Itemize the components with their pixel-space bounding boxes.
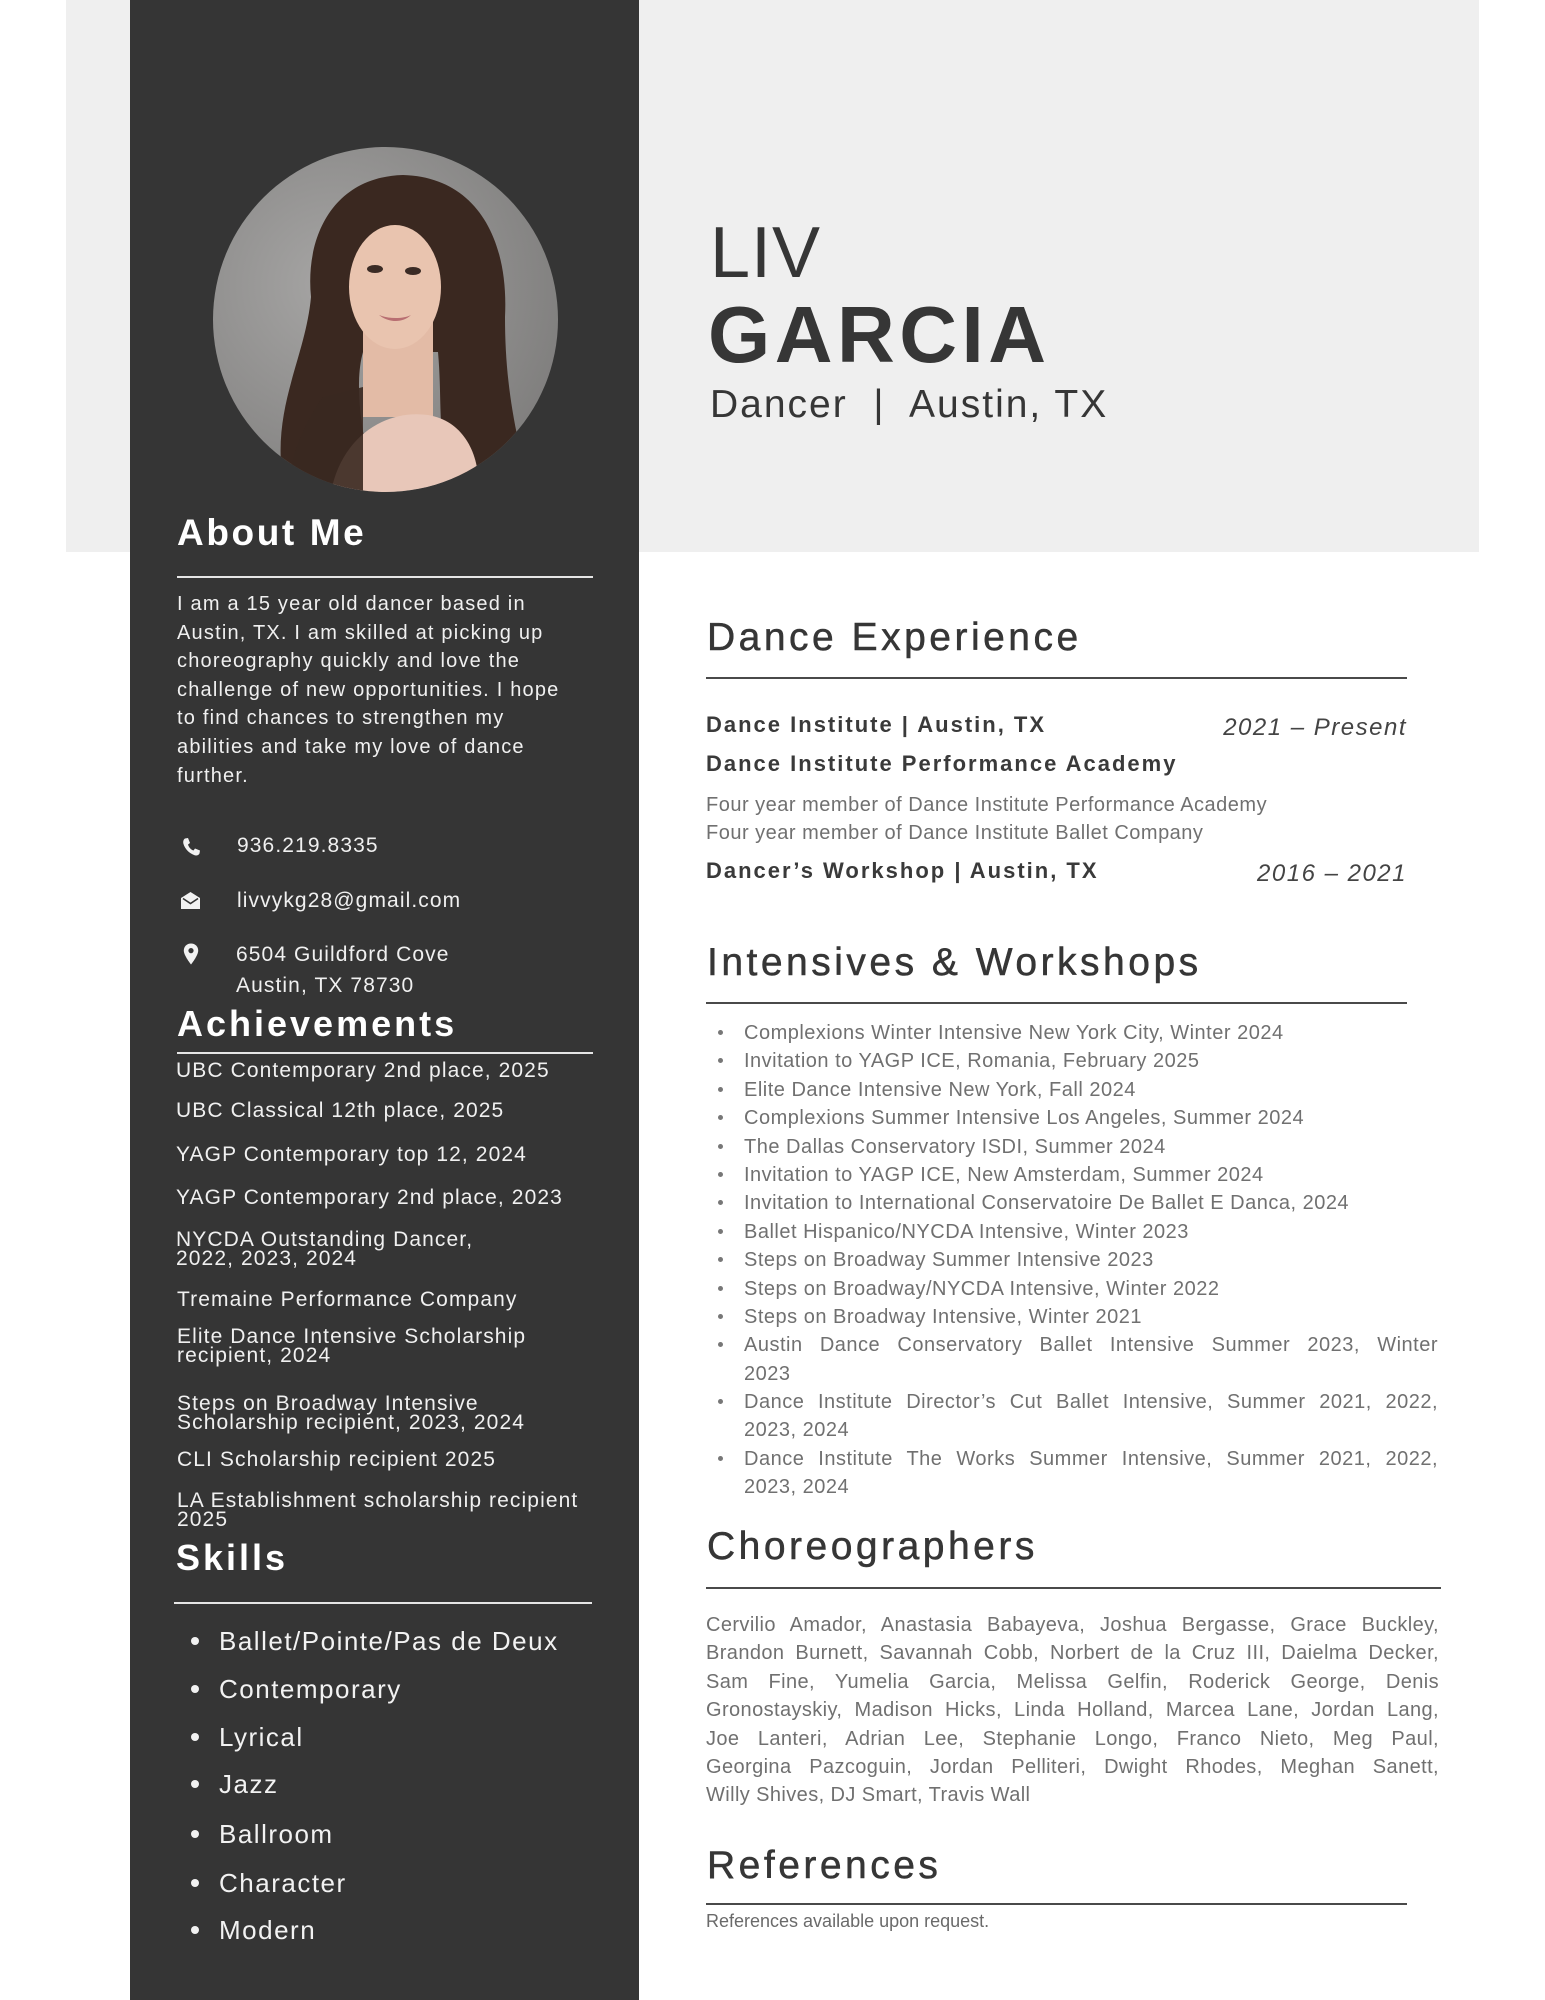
achievement-line: Tremaine Performance Company <box>177 1288 518 1311</box>
profile-photo <box>213 147 558 492</box>
references-text: References available upon request. <box>706 1911 990 1931</box>
about-line: challenge of new opportunities. I hope <box>177 678 560 701</box>
experience-dates: 2021 – Present <box>1223 714 1407 741</box>
intensive-line: The Dallas Conservatory ISDI, Summer 2024 <box>744 1135 1166 1158</box>
choreographers-line: Sam Fine, Yumelia Garcia, Melissa Gelfin, Roderick George, Denis <box>706 1670 1439 1693</box>
achievement-item <box>177 1450 496 1469</box>
bullet-icon <box>191 1637 199 1645</box>
bullet-icon <box>718 1144 723 1149</box>
about-divider <box>177 576 593 578</box>
achievement-line: Scholarship recipient, 2023, 2024 <box>177 1411 526 1434</box>
subtitle: Dancer | Austin, TX <box>710 383 1109 426</box>
achievement-item <box>177 1327 526 1365</box>
intensives-list <box>706 1019 1438 1502</box>
intensive-line: 2023, 2024 <box>744 1419 850 1442</box>
skill-item: Character <box>219 1868 347 1898</box>
experience-dates: 2016 – 2021 <box>1257 860 1407 887</box>
bullet-icon <box>718 1399 723 1404</box>
about-line: choreography quickly and love the <box>177 650 521 673</box>
bullet-icon <box>191 1685 199 1693</box>
intensive-item <box>706 1161 1438 1189</box>
intensive-line: Dance Institute Director’s Cut Ballet Intensive, Summer 2021, 2022, <box>744 1391 1438 1414</box>
bullet-icon <box>718 1172 723 1177</box>
bullet-icon <box>191 1733 199 1741</box>
experience-title: Dance Experience <box>707 616 1082 659</box>
references-divider <box>706 1903 1407 1905</box>
email-address: livvykg28@gmail.com <box>237 889 462 912</box>
achievement-item <box>176 1061 550 1080</box>
intensive-line: Steps on Broadway Intensive, Winter 2021 <box>744 1305 1142 1328</box>
intensive-line: Invitation to YAGP ICE, New Amsterdam, Summer 2024 <box>744 1163 1264 1186</box>
achievement-line: NYCDA Outstanding Dancer, <box>176 1228 474 1251</box>
choreographers-text <box>706 1611 1439 1810</box>
intensive-line: Ballet Hispanico/NYCDA Intensive, Winter 2023 <box>744 1220 1189 1243</box>
intensive-item <box>706 1246 1438 1274</box>
intensive-item <box>706 1303 1438 1331</box>
bullet-icon <box>718 1115 723 1120</box>
bullet-icon <box>718 1257 723 1262</box>
phone-icon <box>181 837 201 857</box>
intensive-line: Steps on Broadway Summer Intensive 2023 <box>744 1249 1154 1272</box>
choreographers-line: Willy Shives, DJ Smart, Travis Wall <box>706 1784 1031 1807</box>
bullet-icon <box>718 1286 723 1291</box>
intensive-line: 2023, 2024 <box>744 1476 850 1499</box>
intensive-line: Complexions Summer Intensive Los Angeles, Summer 2024 <box>744 1107 1305 1130</box>
bullet-icon <box>718 1030 723 1035</box>
last-name: GARCIA <box>708 290 1051 379</box>
experience-org: Dance Institute | Austin, TX <box>706 712 1047 737</box>
achievements-title: Achievements <box>177 1003 458 1044</box>
intensive-item <box>706 1047 1438 1075</box>
achievement-line: 2022, 2023, 2024 <box>176 1247 358 1270</box>
choreographers-line: Brandon Burnett, Savannah Cobb, Norbert de la Cruz III, Daielma Decker, <box>706 1642 1439 1665</box>
envelope-open-icon <box>180 891 201 910</box>
choreographers-line: Gronostayskiy, Madison Hicks, Linda Holland, Marcea Lane, Jordan Lang, <box>706 1699 1439 1722</box>
about-text <box>177 590 617 790</box>
about-line: abilities and take my love of dance <box>177 735 525 758</box>
skills-title: Skills <box>176 1537 289 1578</box>
bullet-icon <box>718 1087 723 1092</box>
bullet-icon <box>718 1456 723 1461</box>
achievement-line: recipient, 2024 <box>177 1344 332 1367</box>
intensive-line: Invitation to YAGP ICE, Romania, February 2025 <box>744 1050 1200 1073</box>
intensive-item <box>706 1133 1438 1161</box>
experience-program: Dance Institute Performance Academy <box>706 751 1178 776</box>
bullet-icon <box>191 1926 199 1934</box>
experience-detail: Four year member of Dance Institute Ballet Company <box>706 822 1204 844</box>
achievement-line: 2025 <box>177 1508 229 1531</box>
intensive-line: Complexions Winter Intensive New York City, Winter 2024 <box>744 1022 1284 1044</box>
achievement-line: YAGP Contemporary 2nd place, 2023 <box>176 1186 563 1209</box>
intensive-line: 2023 <box>744 1362 791 1385</box>
achievement-item <box>177 1491 578 1529</box>
bullet-icon <box>718 1229 723 1234</box>
bullet-icon <box>718 1342 723 1347</box>
choreographers-line: Joe Lanteri, Adrian Lee, Stephanie Longo, Franco Nieto, Meg Paul, <box>706 1727 1439 1750</box>
first-name: LIV <box>710 213 822 293</box>
choreographers-line: Cervilio Amador, Anastasia Babayeva, Joshua Bergasse, Grace Buckley, <box>706 1614 1439 1636</box>
achievement-item <box>176 1230 473 1268</box>
intensive-item <box>706 1189 1438 1217</box>
bullet-icon <box>191 1830 199 1838</box>
address-line-2: Austin, TX 78730 <box>236 974 415 997</box>
intensive-line: Invitation to International Conservatoire De Ballet E Danca, 2024 <box>744 1192 1350 1215</box>
choreographers-title: Choreographers <box>707 1525 1038 1568</box>
references-title: References <box>707 1844 942 1887</box>
intensive-item <box>706 1445 1438 1502</box>
about-title: About Me <box>177 512 367 553</box>
skill-item: Jazz <box>219 1769 279 1799</box>
intensive-item <box>706 1019 1438 1047</box>
achievement-line: YAGP Contemporary top 12, 2024 <box>176 1143 527 1166</box>
address-line-1: 6504 Guildford Cove <box>236 943 450 966</box>
skill-item: Ballet/Pointe/Pas de Deux <box>219 1626 559 1656</box>
map-pin-icon <box>183 943 199 965</box>
about-line: I am a 15 year old dancer based in <box>177 593 526 615</box>
choreographers-line: Georgina Pazcoguin, Jordan Pelliteri, Dwight Rhodes, Meghan Sanett, <box>706 1755 1439 1778</box>
skill-item: Lyrical <box>219 1722 304 1752</box>
skills-divider <box>174 1602 592 1604</box>
intensive-item <box>706 1104 1438 1132</box>
skill-item: Modern <box>219 1915 317 1945</box>
intensive-line: Elite Dance Intensive New York, Fall 2024 <box>744 1078 1136 1101</box>
bullet-icon <box>191 1780 199 1788</box>
achievement-item <box>176 1145 527 1164</box>
intensive-item <box>706 1331 1438 1388</box>
bullet-icon <box>718 1314 723 1319</box>
achievement-item <box>177 1394 525 1432</box>
experience-detail: Four year member of Dance Institute Performance Academy <box>706 794 1268 816</box>
about-line: to find chances to strengthen my <box>177 707 505 730</box>
intensives-title: Intensives & Workshops <box>707 941 1202 984</box>
skill-item: Ballroom <box>219 1819 334 1849</box>
achievement-line: UBC Contemporary 2nd place, 2025 <box>176 1059 550 1082</box>
bullet-icon <box>191 1879 199 1887</box>
achievement-item <box>177 1290 517 1309</box>
bullet-icon <box>718 1058 723 1063</box>
intensive-item <box>706 1076 1438 1104</box>
phone-number: 936.219.8335 <box>237 834 379 857</box>
experience-org: Dancer’s Workshop | Austin, TX <box>706 858 1099 883</box>
achievement-line: Elite Dance Intensive Scholarship <box>177 1325 527 1348</box>
intensive-line: Austin Dance Conservatory Ballet Intensive Summer 2023, Winter <box>744 1334 1438 1357</box>
achievement-line: Steps on Broadway Intensive <box>177 1392 479 1415</box>
intensive-line: Dance Institute The Works Summer Intensive, Summer 2021, 2022, <box>744 1447 1438 1470</box>
intensives-divider <box>706 1002 1407 1004</box>
intensive-item <box>706 1388 1438 1445</box>
about-line: Austin, TX. I am skilled at picking up <box>177 621 544 644</box>
choreographers-divider <box>706 1587 1441 1589</box>
bullet-icon <box>718 1200 723 1205</box>
achievement-line: UBC Classical 12th place, 2025 <box>176 1099 505 1122</box>
about-line: further. <box>177 764 249 787</box>
experience-divider <box>706 677 1407 679</box>
achievement-item <box>176 1101 504 1120</box>
skill-item: Contemporary <box>219 1674 402 1704</box>
intensive-line: Steps on Broadway/NYCDA Intensive, Winter 2022 <box>744 1277 1220 1300</box>
achievement-line: CLI Scholarship recipient 2025 <box>177 1448 497 1471</box>
intensive-item <box>706 1275 1438 1303</box>
intensive-item <box>706 1218 1438 1246</box>
achievement-item <box>176 1188 563 1207</box>
achievement-line: LA Establishment scholarship recipient <box>177 1489 579 1512</box>
achievements-divider <box>177 1052 593 1054</box>
